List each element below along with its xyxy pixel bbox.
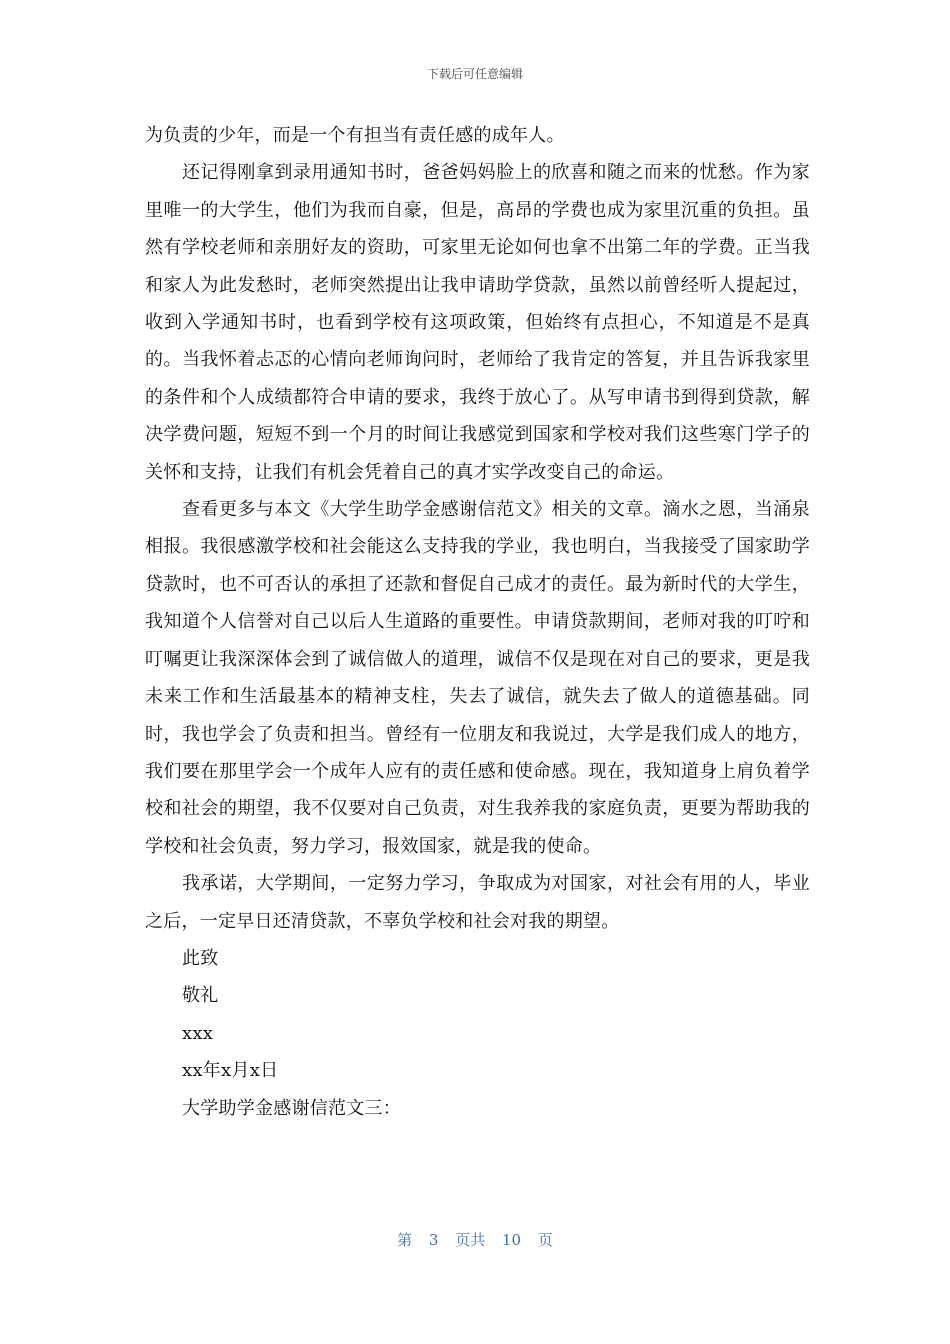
- letter-date: xx年x月x日: [182, 1060, 279, 1082]
- closing-regards: 敬礼: [182, 985, 219, 1007]
- next-section-heading: 大学助学金感谢信范文三：: [182, 1097, 401, 1119]
- paragraph-gratitude: 查看更多与本文《大学生助学金感谢信范文》相关的文章。滴水之恩，当涌泉相报。我很感激学校和社会能这么支持我的学业，我也明白，当我接受了国家助学贷款时，也不可否认的承担了还款和督促自己成才的责任。最为新时代的大学生，我知道个人信誉对自己以后人生道路的重要性。申请贷款期间，老师对我的叮咛和叮嘱更让我深深体会到了诚信做人的道理，诚信不仅是现在对自己的要求，更是我未来工作和生活最基本的精神支柱，失去了诚信，就失去了做人的道德基础。同时，我也学会了负责和担当。曾经有一位朋友和我说过，大学是我们成人的地方，我们要在那里学会一个成年人应有的责任感和使命感。现在，我知道身上肩负着学校和社会的期望，我不仅要对自己负责，对生我养我的家庭负责，更要为帮助我的学校和社会负责，努力学习，报效国家，就是我的使命。: [145, 499, 810, 857]
- page-header: 下载后可任意编辑: [426, 67, 523, 81]
- closing-salutation: 此致: [182, 947, 219, 969]
- signature: xxx: [182, 1022, 214, 1044]
- footer-label-of: 页共: [455, 1231, 486, 1249]
- paragraph-admission: 还记得刚拿到录用通知书时，爸爸妈妈脸上的欣喜和随之而来的忧愁。作为家里唯一的大学生，他们为我而自豪，但是，高昂的学费也成为家里沉重的负担。虽然有学校老师和亲朋好友的资助，可家里无论如何也拿不出第二年的学费。正当我和家人为此发愁时，老师突然提出让我申请助学贷款，虽然以前曾经听人提起过，收到入学通知书时，也看到学校有这项政策，但始终有点担心，不知道是不是真的。当我怀着忐忑的心情向老师询问时，老师给了我肯定的答复，并且告诉我家里的条件和个人成绩都符合申请的要求，我终于放心了。从写申请书到得到贷款，解决学费问题，短短不到一个月的时间让我感觉到国家和学校对我们这些寒门学子的关怀和支持，让我们有机会凭着自己的真才实学改变自己的命运。: [145, 162, 810, 483]
- footer-label-end: 页: [537, 1231, 553, 1249]
- footer-total-pages: 10: [502, 1231, 522, 1249]
- footer-label-page: 第: [397, 1231, 413, 1249]
- paragraph-continuation: 为负责的少年，而是一个有担当有责任感的成年人。: [145, 125, 565, 146]
- page-footer: [0, 1230, 950, 1250]
- document-body: [145, 117, 810, 1127]
- paragraph-promise: 我承诺，大学期间，一定努力学习，争取成为对国家，对社会有用的人，毕业之后，一定早日还清贷款，不辜负学校和社会对我的期望。: [145, 873, 810, 932]
- footer-current-page: 3: [428, 1231, 439, 1249]
